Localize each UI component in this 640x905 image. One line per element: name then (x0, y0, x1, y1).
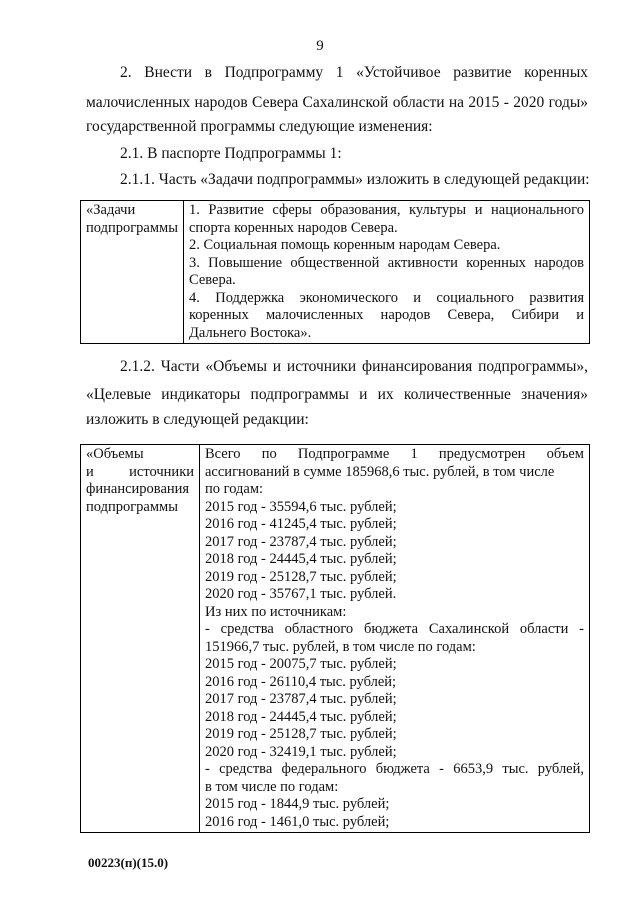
funding-line: 2020 год - 32419,1 тыс. рублей; (205, 743, 397, 760)
document-code: 00223(п)(15.0) (88, 855, 169, 870)
funding-label-line: финансирования (86, 481, 190, 497)
funding-table (80, 444, 590, 833)
tasks-line: 4. Поддержка экономического и социального развития (189, 289, 584, 306)
funding-line: по годам: (205, 481, 264, 497)
funding-line: 2018 год - 24445,4 тыс. рублей; (205, 708, 397, 725)
tasks-content-cell (184, 201, 590, 344)
tasks-line: спорта коренных народов Севера. (189, 219, 398, 236)
paragraph-2-1-2-line-1: 2.1.2. Части «Объемы и источники финансирования подпрограммы», (120, 358, 588, 375)
funding-line: 2015 год - 20075,7 тыс. рублей; (205, 656, 397, 672)
tasks-label-line: подпрограммы (86, 219, 178, 236)
tasks-line: Дальнего Востока». (189, 324, 312, 341)
paragraph-2-line-2: малочисленных народов Севера Сахалинской области на 2015 - 2020 годы» (86, 94, 588, 111)
paragraph-2-line-3: государственной программы следующие изменения: (86, 118, 433, 135)
funding-label-line: подпрограммы (86, 498, 178, 515)
funding-line: 2015 год - 35594,6 тыс. рублей; (205, 498, 397, 515)
funding-line: 2016 год - 1461,0 тыс. рублей; (205, 813, 390, 830)
funding-line: - средства областного бюджета Сахалинской области - (205, 621, 584, 637)
funding-line: 2016 год - 41245,4 тыс. рублей; (205, 516, 397, 532)
tasks-label-line: «Задачи (86, 202, 136, 218)
funding-line: 2020 год - 35767,1 тыс. рублей. (205, 586, 397, 602)
funding-label-line: и источники (86, 463, 194, 480)
tasks-table (80, 200, 590, 344)
funding-label-cell (81, 445, 200, 833)
funding-line: 2016 год - 26110,4 тыс. рублей; (205, 673, 397, 690)
tasks-line: 3. Повышение общественной активности коренных народов (189, 254, 584, 271)
funding-line: 2017 год - 23787,4 тыс. рублей; (205, 691, 397, 707)
funding-content-cell (200, 445, 590, 833)
paragraph-2-line-1: 2. Внести в Подпрограмму 1 «Устойчивое развитие коренных (120, 64, 588, 81)
paragraph-2-1-1: 2.1.1. Часть «Задачи подпрограммы» изложить в следующей редакции: (120, 171, 590, 188)
page-number: 9 (316, 38, 324, 54)
tasks-line: 1. Развитие сферы образования, культуры и национального (189, 202, 584, 218)
funding-line: Всего по Подпрограмме 1 предусмотрен объем (205, 446, 584, 462)
tasks-line: Севера. (189, 272, 236, 288)
funding-line: в том числе по годам: (205, 778, 339, 795)
paragraph-2-1-2-line-2: «Целевые индикаторы подпрограммы и их количественные значения» (86, 386, 588, 403)
tasks-line: коренных малочисленных народов Севера, Сибири и (189, 307, 584, 323)
funding-line: 151966,7 тыс. рублей, в том числе по годам: (205, 638, 476, 655)
funding-line: 2017 год - 23787,4 тыс. рублей; (205, 533, 397, 550)
tasks-line: 2. Социальная помощь коренным народам Севера. (189, 237, 501, 253)
funding-line: - средства федерального бюджета - 6653,9 тыс. рублей, (205, 761, 584, 777)
funding-line: 2015 год - 1844,9 тыс. рублей; (205, 796, 390, 812)
funding-line: 2019 год - 25128,7 тыс. рублей; (205, 726, 397, 742)
funding-line: ассигнований в сумме 185968,6 тыс. рублей, в том числе (205, 463, 555, 480)
funding-line: 2018 год - 24445,4 тыс. рублей; (205, 551, 397, 567)
funding-line: Из них по источникам: (205, 603, 347, 620)
paragraph-2-1: 2.1. В паспорте Подпрограммы 1: (120, 145, 342, 162)
funding-line: 2019 год - 25128,7 тыс. рублей; (205, 568, 397, 585)
funding-label-line: «Объемы (86, 446, 144, 462)
paragraph-2-1-2-line-3: изложить в следующей редакции: (86, 411, 309, 428)
tasks-label-cell (81, 201, 184, 344)
